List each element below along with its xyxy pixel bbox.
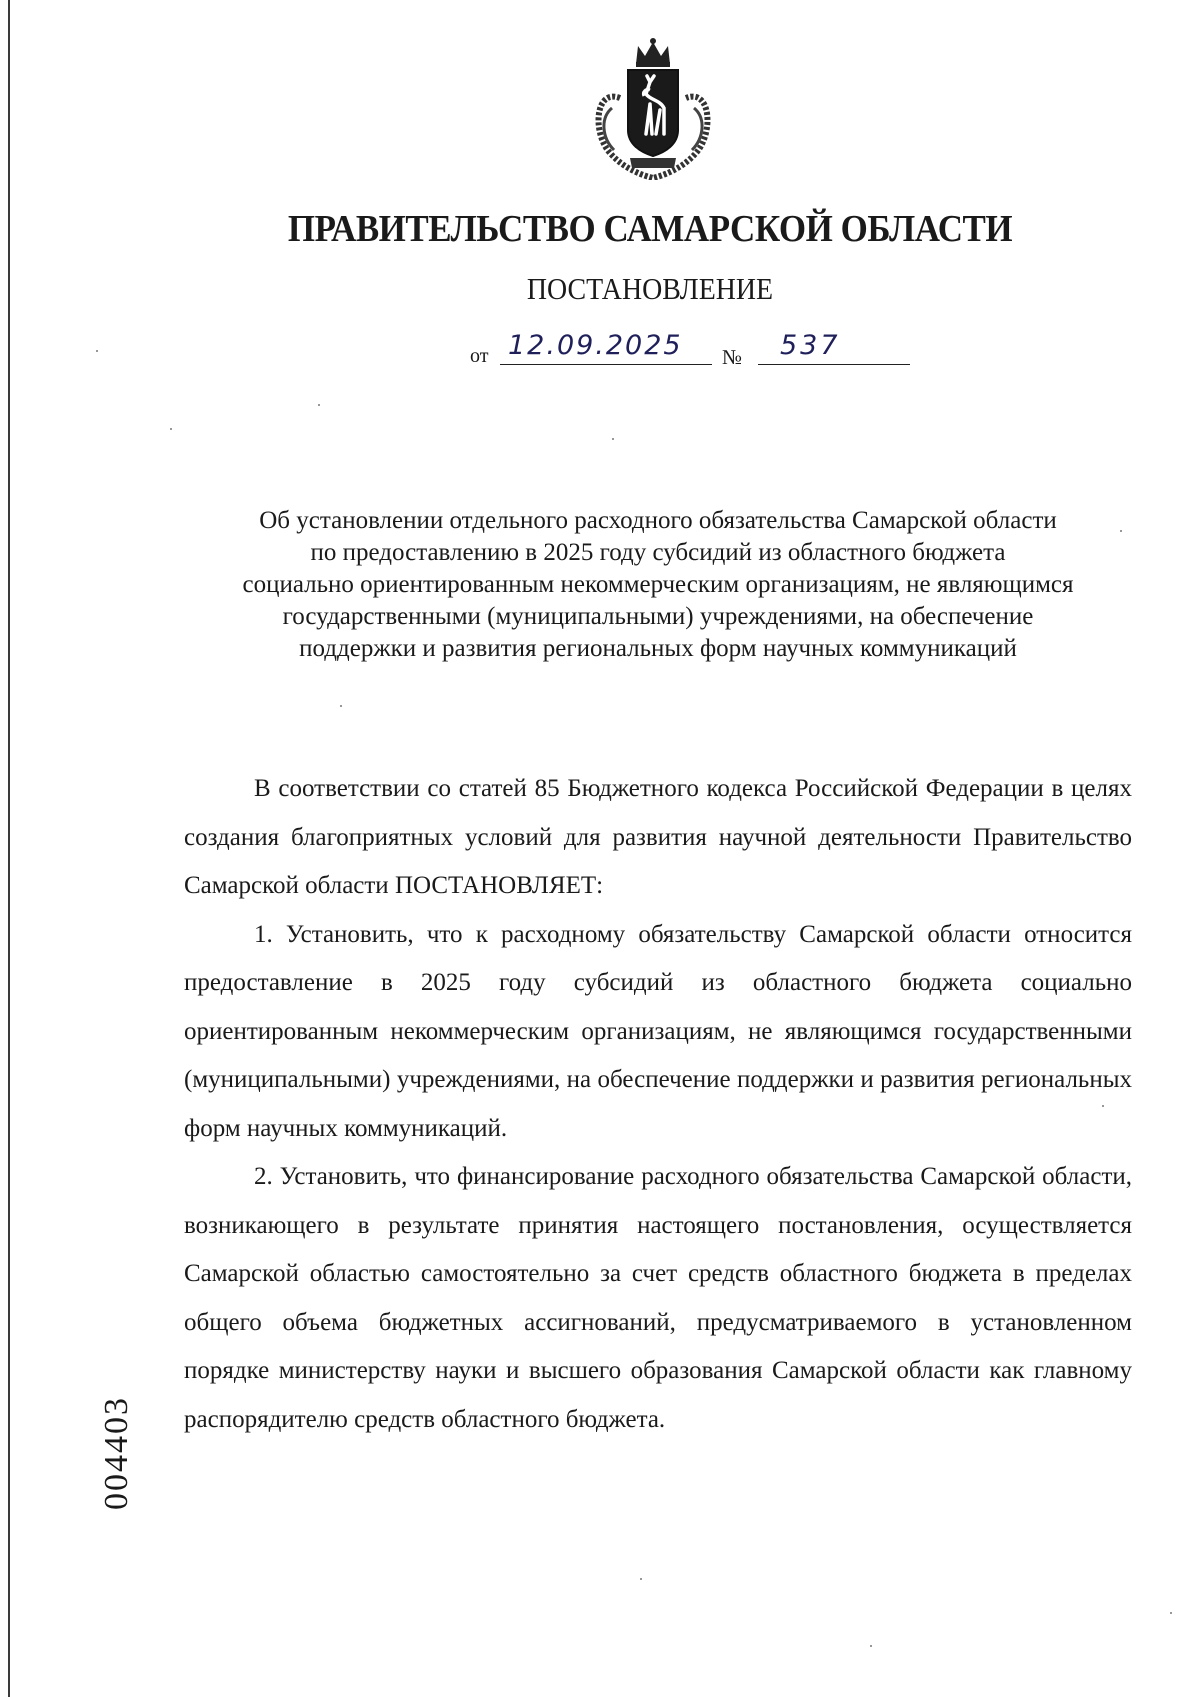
scan-speck — [1102, 1105, 1104, 1107]
handwritten-date: 12.09.2025 — [508, 330, 683, 361]
scan-speck — [870, 1645, 872, 1647]
subject-line: государственными (муниципальными) учреждениями, на обеспечение — [282, 603, 1034, 630]
scan-speck — [1120, 530, 1122, 532]
scan-speck — [640, 1578, 642, 1580]
document-type: ПОСТАНОВЛЕНИЕ — [526, 271, 774, 306]
number-prefix: № — [722, 345, 743, 369]
scan-edge-line — [8, 0, 10, 1697]
subject-line: социально ориентированным некоммерческим организациям, не являющимся — [242, 571, 1074, 598]
scan-speck — [318, 404, 320, 406]
serial-number-stamp: 004403 — [98, 1396, 135, 1510]
body-paragraph-item-1: 1. Установить, что к расходному обязательству Самарской области относится предоставление в 2025 году субсидий из областного бюджета социально ориентированным некоммерческим организациям, не являющимся государственными (муниципальными) учреждениями, на обеспечение поддержки и развития региональных форм научных коммуникаций. — [184, 920, 1132, 1142]
date-prefix: от — [470, 345, 489, 367]
document-subject — [178, 505, 1138, 665]
body-paragraph-preamble: В соответствии со статей 85 Бюджетного кодекса Российской Федерации в целях создания благоприятных условий для развития научной деятельности Правительство Самарской области ПОСТАНОВЛЯЕТ: — [184, 775, 1132, 899]
body-paragraph-item-2: 2. Установить, что финансирование расходного обязательства Самарской области, возникающего в результате принятия настоящего постановления, осуществляется Самарской областью самостоятельно за счет средств областного бюджета в пределах общего объема бюджетных ассигнований, предусматриваемого в установленном порядке министерству науки и высшего образования Самарской области как главному распорядителю средств областного бюджета. — [184, 1163, 1132, 1433]
scan-speck — [96, 350, 98, 352]
subject-line: поддержки и развития региональных форм научных коммуникаций — [299, 635, 1017, 662]
document-body — [184, 765, 1132, 1444]
organization-title: ПРАВИТЕЛЬСТВО САМАРСКОЙ ОБЛАСТИ — [287, 208, 1013, 250]
scan-speck — [1170, 1612, 1172, 1614]
subject-line: по предоставлению в 2025 году субсидий из областного бюджета — [310, 539, 1006, 566]
date-field — [500, 330, 712, 365]
coat-of-arms-emblem — [590, 38, 716, 180]
scan-speck — [612, 438, 614, 440]
scan-speck — [340, 705, 342, 707]
scan-speck — [170, 428, 172, 430]
handwritten-number: 537 — [780, 330, 841, 361]
number-field — [758, 330, 910, 365]
subject-line: Об установлении отдельного расходного обязательства Самарской области — [259, 507, 1057, 534]
registration-line — [460, 330, 920, 370]
